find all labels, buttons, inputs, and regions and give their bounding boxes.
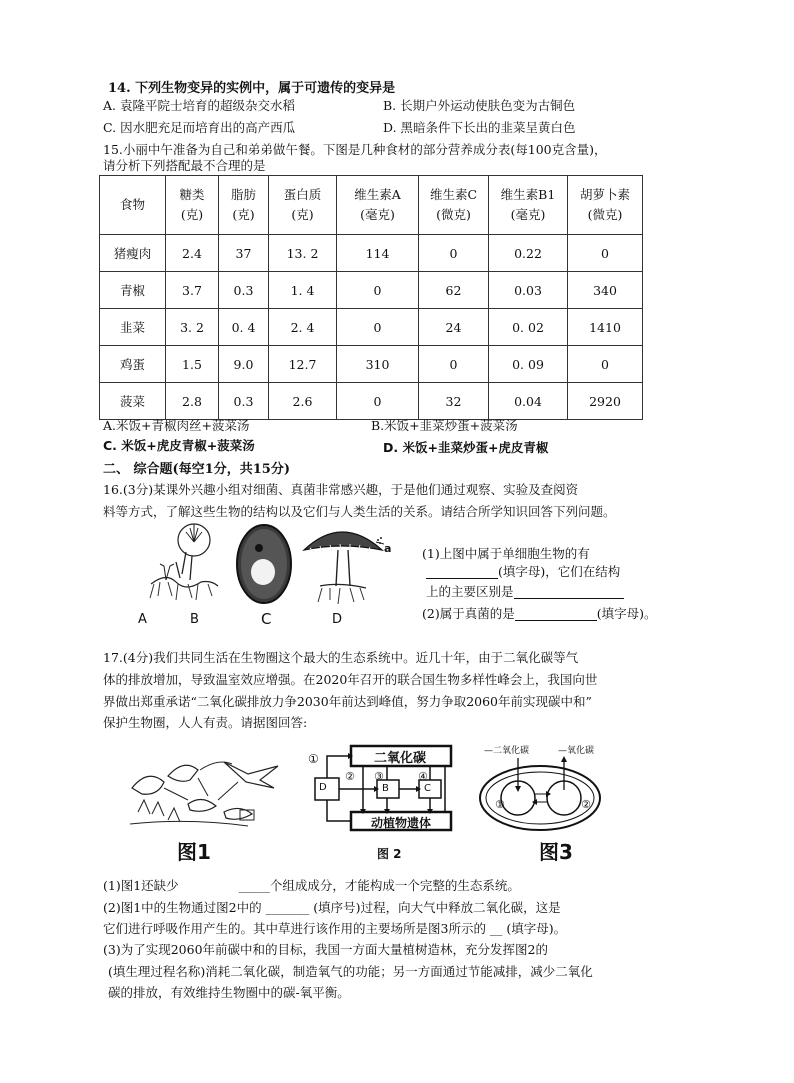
table-row [100, 309, 643, 346]
table-cell: 114 [337, 235, 419, 272]
organelle-figure-3 [478, 750, 608, 832]
figure1-title: 图1 [177, 840, 211, 864]
header-fat: 脂肪 (克) [219, 176, 269, 235]
q16-sub2a-text: (2)属于真菌的是 [422, 606, 515, 621]
answer-blank[interactable] [515, 606, 597, 621]
table-cell: 1. 4 [269, 272, 337, 309]
table-cell: 13. 2 [269, 235, 337, 272]
fig-label-d: D [332, 612, 343, 627]
table-cell: 0 [419, 346, 489, 383]
q15-stem-line1: 15.小丽中午准备为自己和弟弟做午餐。下图是几种食材的部分营养成分表(每100克含量)， [103, 142, 607, 157]
fig2-circled-1: ① [308, 752, 319, 766]
fig2-node-b: B [382, 783, 389, 794]
table-cell: 62 [419, 272, 489, 309]
fig2-circled-2: ② [345, 770, 355, 783]
fig3-top-left-label: —二氧化碳 [484, 746, 530, 756]
q16-sub2 [422, 604, 656, 622]
table-cell: 1410 [568, 309, 643, 346]
cell-figure-b [233, 522, 295, 606]
q16-sub1-line3 [426, 582, 624, 600]
q17-sub3-line2: (填生理过程名称)消耗二氧化碳，制造氧气的功能；另一方面通过节能减排，减少二氧化 [108, 964, 593, 979]
table-cell: 0 [568, 235, 643, 272]
table-cell: 2.4 [166, 235, 219, 272]
table-cell: 0.22 [489, 235, 568, 272]
fig2-node-d: D [319, 782, 327, 793]
table-cell: 0 [337, 309, 419, 346]
fig3-circled-2: ② [581, 798, 591, 811]
header-vitamin-a: 维生素A (毫克) [337, 176, 419, 235]
fig-label-b: B [190, 612, 199, 627]
q17-line1: 17.(4分)我们共同生活在生物圈这个最大的生态系统中。近几十年，由于二氧化碳等气 [103, 650, 579, 665]
fig2-node-c: C [424, 783, 431, 794]
table-cell: 0.04 [489, 383, 568, 420]
q17-sub3-line3: 碳的排放，有效维持生物圈中的碳-氧平衡。 [108, 985, 350, 1000]
figure3-title: 图3 [539, 840, 573, 864]
header-protein: 蛋白质 (克) [269, 176, 337, 235]
fig2-circled-4: ④ [418, 770, 428, 783]
table-cell: 0. 4 [219, 309, 269, 346]
q15-option-d: D. 米饭+韭菜炒蛋+虎皮青椒 [383, 440, 549, 455]
table-row [100, 272, 643, 309]
fig-label-c: C [261, 610, 272, 628]
table-cell: 9.0 [219, 346, 269, 383]
table-cell: 37 [219, 235, 269, 272]
q16-sub1-line1: (1)上图中属于单细胞生物的有 [422, 546, 590, 561]
table-cell: 2.6 [269, 383, 337, 420]
table-cell: 0. 02 [489, 309, 568, 346]
q17-s1b-text: _____个组成成分，才能构成一个完整的生态系统。 [238, 878, 520, 893]
q16-line1: 16.(3分)某课外兴趣小组对细菌、真菌非常感兴趣，于是他们通过观察、实验及查阅资 [103, 482, 579, 497]
q17-sub2-line1: (2)图1中的生物通过图2中的 _______ (填序号)过程，向大气中释放二氧化碳，这是 [103, 900, 561, 915]
section2-title: 二、 综合题(每空1分，共15分) [103, 462, 290, 477]
table-cell: 3. 2 [166, 309, 219, 346]
q17-sub2-line2: 它们进行呼吸作用产生的。其中草进行该作用的主要场所是图3所示的 __ (填字母)。 [103, 921, 567, 936]
table-cell: 0.3 [219, 272, 269, 309]
q14-option-c: C. 因水肥充足而培育出的高产西瓜 [103, 120, 296, 135]
table-cell: 韭菜 [100, 309, 166, 346]
fig3-circled-1: ① [495, 798, 505, 811]
q17-sub3-line1: (3)为了实现2060年前碳中和的目标，我国一方面大量植树造林，充分发挥图2的 [103, 942, 548, 957]
figure2-title: 图 2 [377, 847, 402, 861]
table-cell: 猪瘦肉 [100, 235, 166, 272]
table-cell: 0 [337, 383, 419, 420]
table-cell: 3.7 [166, 272, 219, 309]
q17-line2: 体的排放增加，导致温室效应增强。在2020年召开的联合国生物多样性峰会上，我国向世 [103, 672, 598, 687]
fig2-remains-box-label: 动植物遗体 [371, 816, 432, 830]
food-web-figure-1 [128, 748, 300, 832]
table-cell: 2.8 [166, 383, 219, 420]
table-cell: 鸡蛋 [100, 346, 166, 383]
table-cell: 0 [568, 346, 643, 383]
answer-blank[interactable] [426, 564, 498, 579]
table-cell: 0.03 [489, 272, 568, 309]
header-vitamin-c: 维生素C (微克) [419, 176, 489, 235]
mold-figure-a [146, 522, 226, 606]
q14-option-d: D. 黑暗条件下长出的韭菜呈黄白色 [383, 120, 576, 135]
q14-stem: 14. 下列生物变异的实例中，属于可遗传的变异是 [108, 81, 396, 96]
q14-option-b: B. 长期户外运动使肤色变为古铜色 [383, 98, 576, 113]
table-cell: 12.7 [269, 346, 337, 383]
table-cell: 0.3 [219, 383, 269, 420]
table-cell: 0 [337, 272, 419, 309]
q17-s1a-text: (1)图1还缺少 [103, 878, 179, 893]
fig2-co2-box-label: 二氧化碳 [374, 751, 427, 766]
table-cell: 2920 [568, 383, 643, 420]
q17-sub1 [103, 876, 520, 894]
table-header-row [100, 176, 643, 235]
header-food: 食物 [100, 176, 166, 235]
header-sugar: 糖类 (克) [166, 176, 219, 235]
table-cell: 青椒 [100, 272, 166, 309]
table-cell: 0 [419, 235, 489, 272]
table-cell: 1.5 [166, 346, 219, 383]
fig-small-a-label: a [384, 542, 392, 555]
q16-sub2b-text: (填字母)。 [596, 606, 657, 621]
table-cell: 24 [419, 309, 489, 346]
table-cell: 340 [568, 272, 643, 309]
table-cell: 32 [419, 383, 489, 420]
q15-option-b: B.米饭+韭菜炒蛋+菠菜汤 [371, 418, 518, 433]
answer-blank[interactable] [514, 584, 624, 599]
q17-line4: 保护生物圈，人人有责。请据图回答: [103, 715, 308, 730]
q16-line2: 料等方式，了解这些生物的结构以及它们与人类生活的关系。请结合所学知识回答下列问题。 [103, 504, 616, 519]
nutrition-table [99, 175, 643, 420]
q16-sub1c-text: 上的主要区别是 [426, 584, 514, 599]
q16-sub1-text: (填字母)，它们在结构 [498, 564, 621, 579]
table-cell: 2. 4 [269, 309, 337, 346]
table-row [100, 346, 643, 383]
fig-label-a: A [138, 612, 147, 627]
fig3-top-right-label: —氧化碳 [558, 746, 595, 756]
header-vitamin-b1: 维生素B1 (毫克) [489, 176, 568, 235]
q14-option-a: A. 袁隆平院士培育的超级杂交水稻 [103, 98, 295, 113]
q15-stem-line2: 请分析下列搭配最不合理的是 [103, 158, 266, 173]
q17-line3: 界做出郑重承诺“二氧化碳排放力争2030年前达到峰值，努力争取2060年前实现碳中和” [103, 694, 592, 709]
q15-option-c: C. 米饭+虎皮青椒+菠菜汤 [103, 438, 255, 453]
table-cell: 310 [337, 346, 419, 383]
mushroom-figure-d [300, 520, 392, 606]
table-row [100, 383, 643, 420]
table-cell: 菠菜 [100, 383, 166, 420]
fig2-circled-3: ③ [374, 770, 384, 783]
header-carotene: 胡萝卜素 (微克) [568, 176, 643, 235]
q15-option-a: A.米饭+青椒肉丝+菠菜汤 [103, 418, 250, 433]
q16-sub1-line2 [426, 562, 620, 580]
table-cell: 0. 09 [489, 346, 568, 383]
table-row [100, 235, 643, 272]
